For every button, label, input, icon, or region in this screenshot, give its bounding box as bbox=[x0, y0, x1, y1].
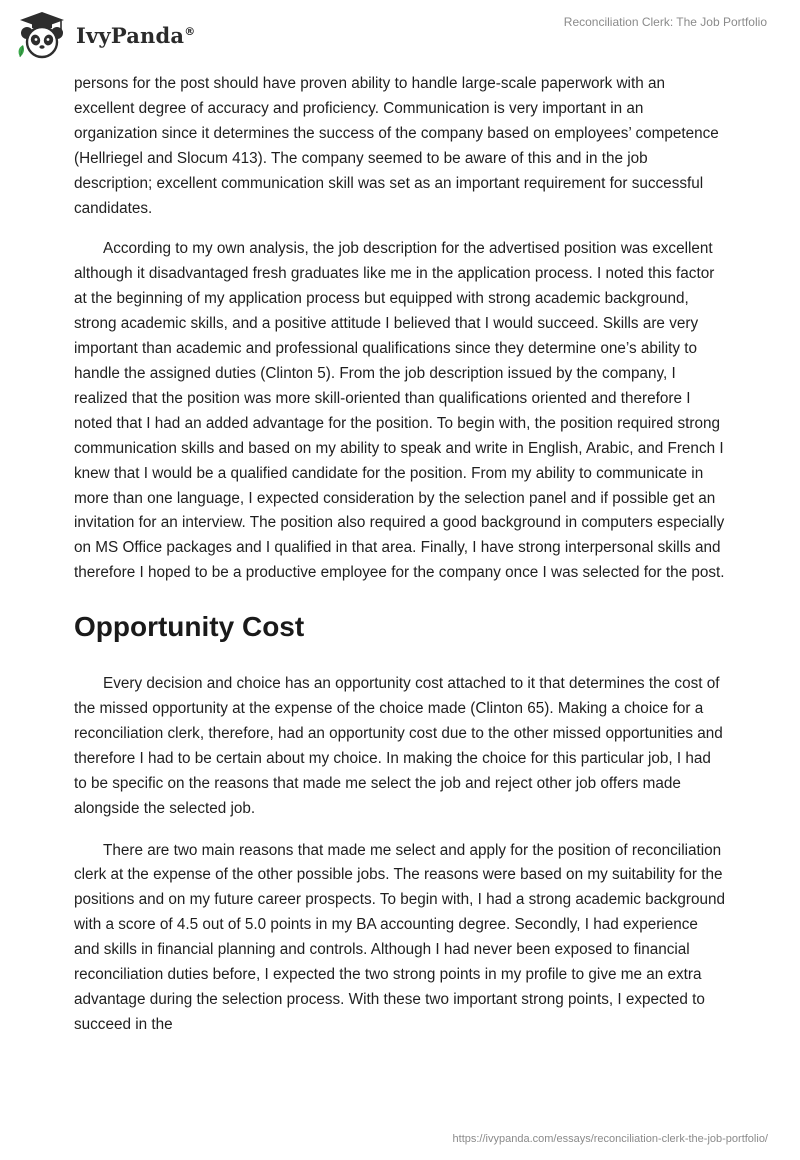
paragraph: According to my own analysis, the job description for the advertised position was excellent although it disadvantaged fresh graduates like me in the application process. I noted this factor at the beginning of my application process but equipped with strong academic background, strong academic skills, and a positive attitude I believed that I would succeed. Skills are very important than academic and professional qualifications since they determine one’s ability to handle the assigned duties (Clinton 5). From the job description issued by the company, I realized that the position was more skill-oriented than qualifications oriented and therefore I noted that I had an added advantage for the position. To begin with, the position required strong communication skills and based on my ability to speak and write in English, Arabic, and French I knew that I would be a qualified candidate for the position. From my ability to communicate in more than one language, I expected consideration by the selection panel and if possible get an invitation for an interview. The position also required a good background in computers especially on MS Office packages and I qualified in that area. Finally, I have strong interpersonal skills and therefore I hoped to be a productive employee for the company once I was selected for the post. bbox=[74, 240, 725, 582]
essay-body bbox=[74, 72, 726, 1055]
logo-wordmark: IvyPanda® bbox=[76, 22, 196, 48]
page-header bbox=[0, 0, 800, 70]
document-title: Reconciliation Clerk: The Job Portfolio bbox=[563, 15, 767, 29]
registered-mark: ® bbox=[184, 24, 196, 38]
paragraph: There are two main reasons that made me select and apply for the position of reconciliation clerk at the expense of the other possible jobs. The reasons were based on my suitability for the positions and on my future career prospects. To begin with, I had a strong academic background with a score of 4.5 out of 5.0 points in my BA accounting degree. Secondly, I had experience and skills in financial planning and controls. Although I had never been exposed to financial reconciliation duties before, I expected the two strong points in my profile to give me an extra advantage during the selection process. With these two important strong points, I expected to succeed in the bbox=[74, 841, 726, 1033]
ivypanda-logo[interactable] bbox=[14, 9, 195, 61]
paragraph: persons for the post should have proven ability to handle large-scale paperwork with an excellent degree of accuracy and proficiency. Communication is very important in an organization since it determines the success of the company based on employees’ competence (Hellriegel and Slocum 413). The company seemed to be aware of this and in the job description; excellent communication skill was set as an important requirement for successful candidates. bbox=[74, 75, 719, 217]
section-heading: Opportunity Cost bbox=[74, 611, 305, 643]
panda-logo-icon bbox=[14, 9, 70, 61]
paragraph: Every decision and choice has an opportunity cost attached to it that determines the cost of the missed opportunity at the expense of the choice made (Clinton 65). Making a choice for a reconciliation clerk, therefore, had an opportunity cost due to the other missed opportunities and therefore I had to be certain about my choice. In making the choice for this particular job, I had to be specific on the reasons that made me select the job and reject other job offers made alongside the selected job. bbox=[74, 675, 723, 817]
source-url[interactable]: https://ivypanda.com/essays/reconciliation-clerk-the-job-portfolio/ bbox=[452, 1133, 768, 1145]
